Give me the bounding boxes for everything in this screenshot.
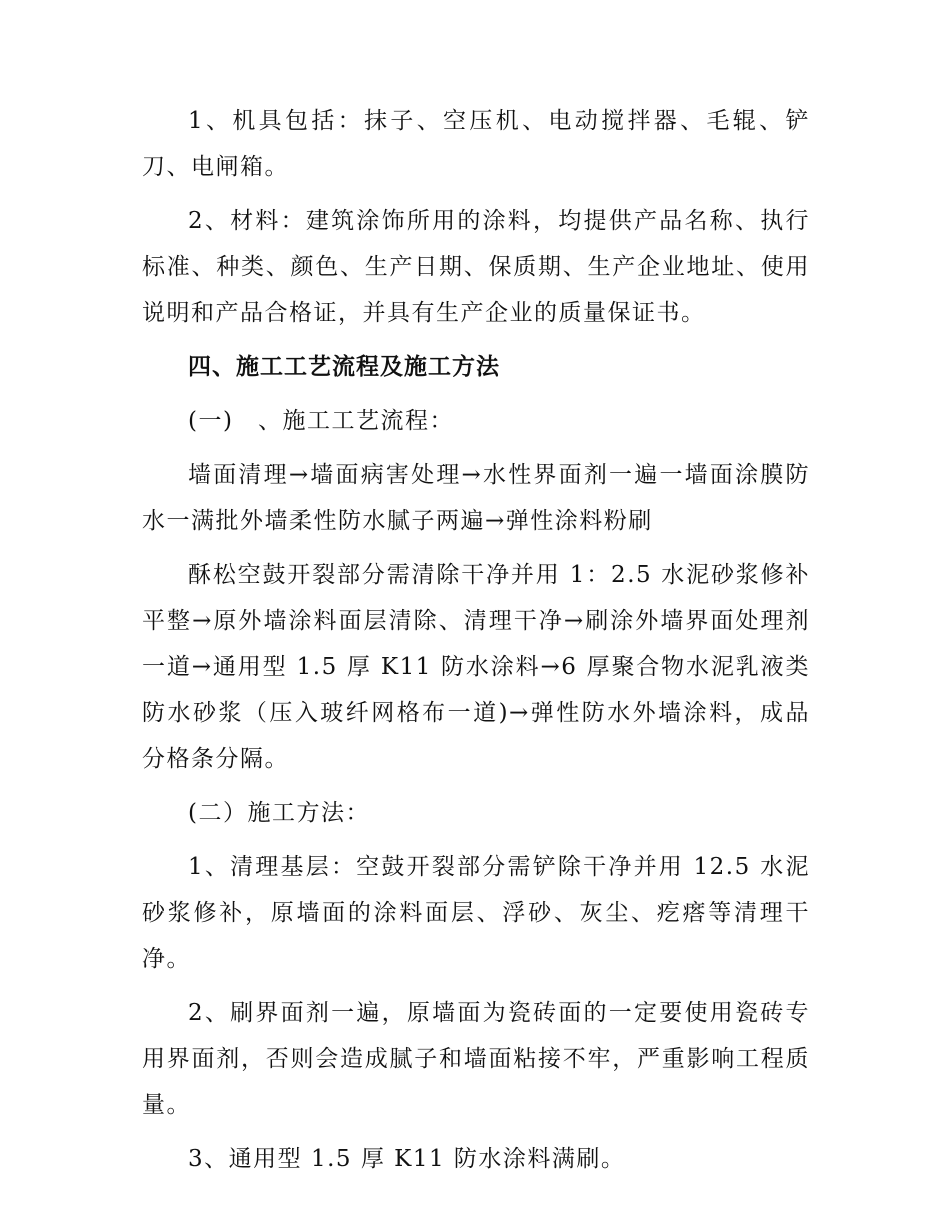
paragraph-materials: 2、材料：建筑涂饰所用的涂料，均提供产品名称、执行标准、种类、颜色、生产日期、保质期、生产企业地址、使用说明和产品合格证，并具有生产企业的质量保证书。 [142, 208, 810, 326]
paragraph-method-1: 1、清理基层：空鼓开裂部分需铲除干净并用 12.5 水泥砂浆修补，原墙面的涂料面层、浮砂、灰尘、疙瘩等清理干净。 [142, 854, 810, 972]
paragraph-method-2: 2、刷界面剂一遍，原墙面为瓷砖面的一定要使用瓷砖专用界面剂，否则会造成腻子和墙面粘接不牢，严重影响工程质量。 [142, 1000, 810, 1118]
subsection-method-title: (二）施工方法： [188, 800, 370, 826]
paragraph-tools: 1、机具包括：抹子、空压机、电动搅拌器、毛辊、铲刀、电闸箱。 [142, 108, 810, 180]
section-heading: 四、施工工艺流程及施工方法 [188, 354, 500, 380]
subsection-process-title: (一) 、施工工艺流程： [188, 408, 454, 434]
paragraph-process-flow: 墙面清理→墙面病害处理→水性界面剂一遍一墙面涂膜防水一满批外墙柔性防水腻子两遍→弹性涂料粉刷 [142, 462, 810, 534]
document-body [142, 98, 810, 1190]
paragraph-process-detail: 酥松空鼓开裂部分需清除干净并用 1：2.5 水泥砂浆修补平整→原外墙涂料面层清除、清理干净→刷涂外墙界面处理剂一道→通用型 1.5 厚 K11 防水涂料→6 厚聚合物水泥乳液类防水砂浆（压入玻纤网格布一道)→弹性防水外墙涂料，成品分格条分隔。 [142, 562, 810, 772]
paragraph-method-3: 3、通用型 1.5 厚 K11 防水涂料满刷。 [188, 1146, 626, 1172]
